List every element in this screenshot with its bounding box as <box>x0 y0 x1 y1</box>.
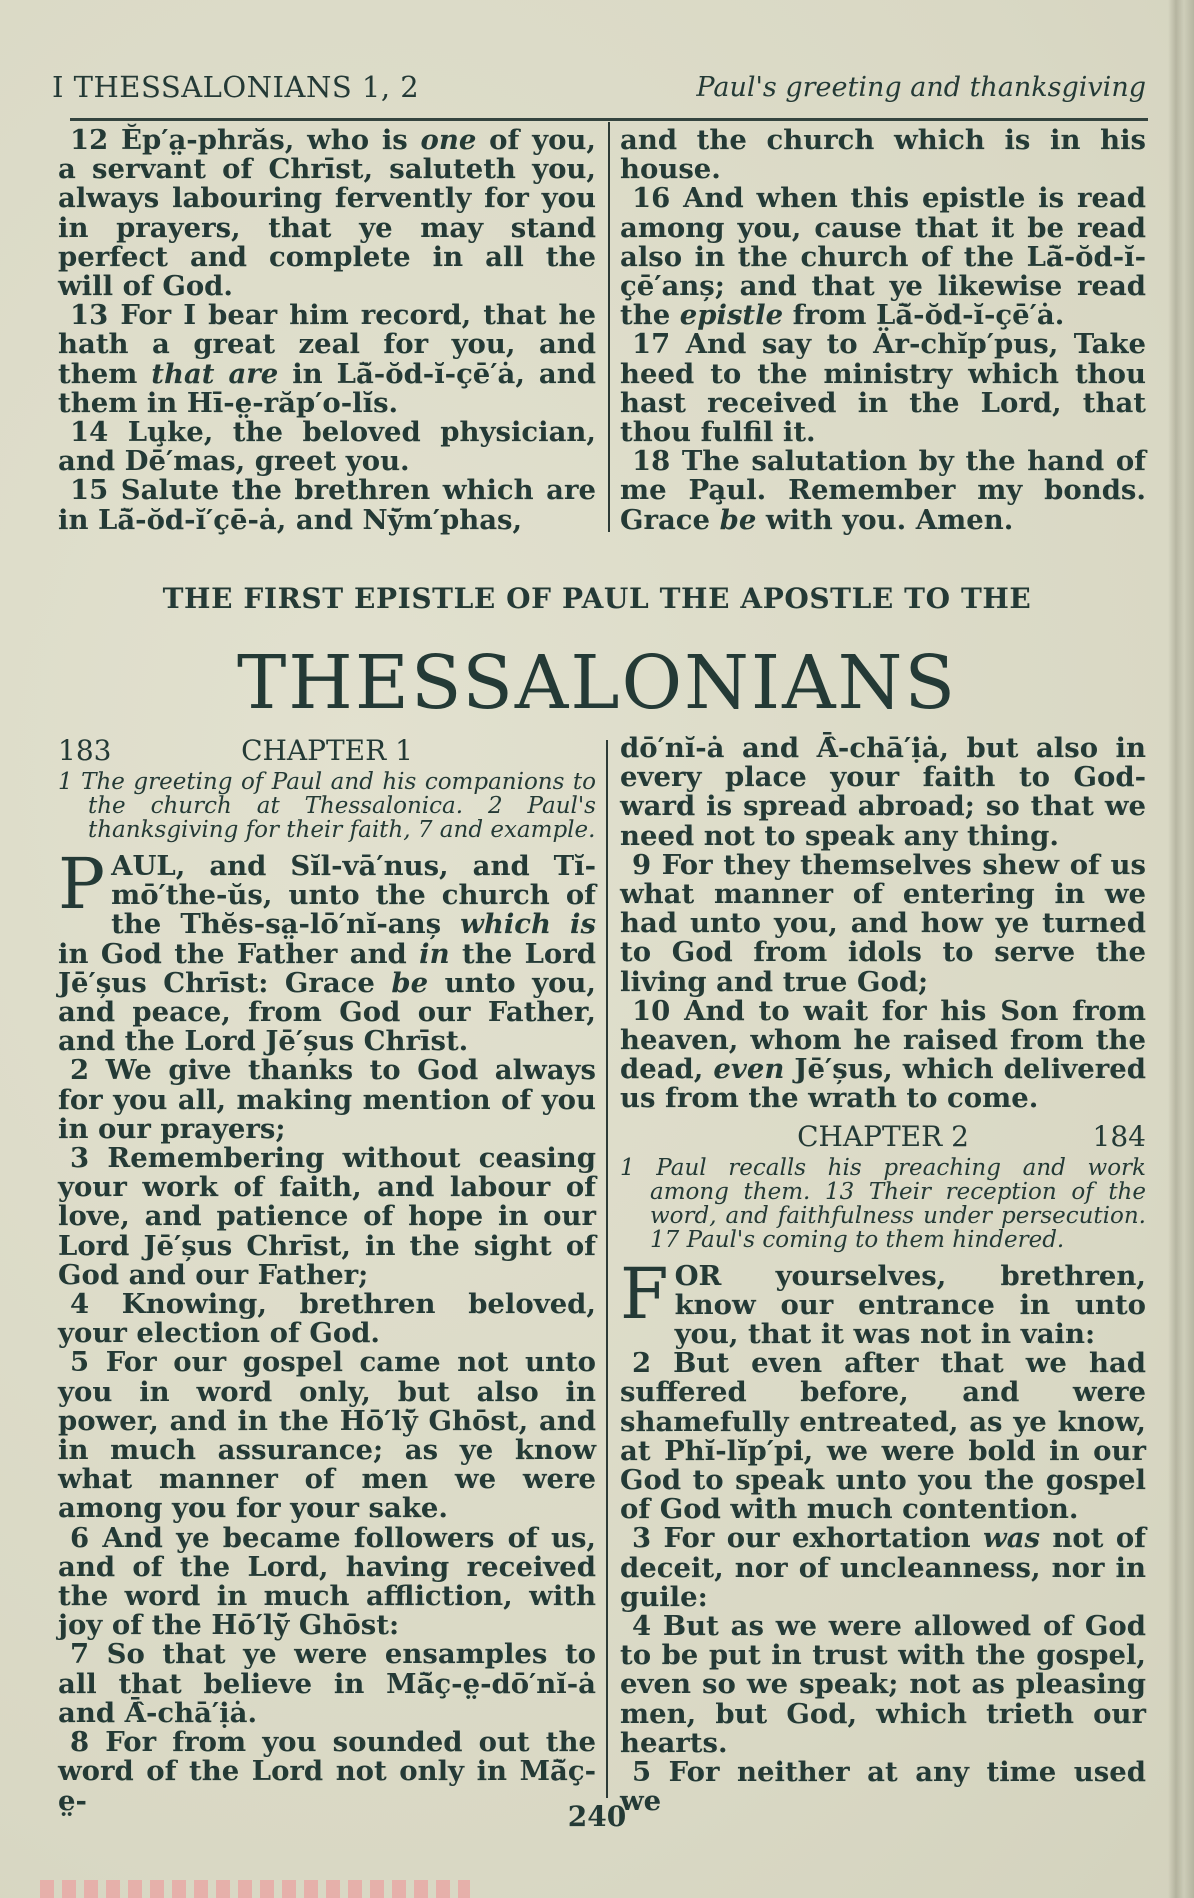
verse: 2 We give thanks to God always for you all, making mention of you in our prayers; <box>58 1054 596 1145</box>
verse: 7 So that ye were ensamples to all that believe in Mā̆ç-e̤-dō′nĭ-ȧ and Ā̂-chā′ịȧ. <box>58 1638 596 1729</box>
chapter-2-summary: 1 Paul recalls his preaching and work among them. 13 Their reception of the word, and faithfulness under persecution. 17 Paul's coming to them hindered. <box>620 1154 1146 1253</box>
chapter-1-summary: 1 The greeting of Paul and his companions to the church at Thessalonica. 2 Paul's thanksgiving for their faith, 7 and example. <box>58 769 596 843</box>
chapter-1-heading <box>58 734 596 768</box>
top-right-column <box>620 126 1146 535</box>
verse: 9 For they themselves shew of us what manner of entering in we had unto you, and how ye turned to God from idols to serve the living and true God; <box>620 848 1146 998</box>
verse: 4 Knowing, brethren beloved, your election of God. <box>58 1288 596 1350</box>
chapter-1-verse-1 <box>58 843 597 1058</box>
verse: 3 Remembering without ceasing your work of faith, and labour of love, and patience of hope in our Lord Jē′șus Chrīst, in the sight of God and our Father; <box>58 1142 596 1291</box>
running-head-book: I THESSALONIANS 1, 2 <box>52 70 420 104</box>
verse: 12 Ĕp′a̤-phrăs, who is one of you, a servant of Chrīst, saluteth you, always labouring fervently for you in prayers, that ye may stand perfect and complete in all the will of God. <box>58 124 596 303</box>
verse: 14 Lu̧ke, the beloved physician, and Dē′mas, greet you. <box>58 416 596 478</box>
chapter-2-verses <box>620 1349 1146 1816</box>
chapter-1-ref-number: 183 <box>58 734 112 767</box>
verse: 3 For our exhortation was not of deceit, nor of uncleanness, nor in guile: <box>620 1522 1146 1613</box>
column-divider-top <box>608 122 610 532</box>
column-divider-bottom <box>606 740 608 1798</box>
chapter-1-verses-right <box>620 848 1146 1115</box>
page-number: 240 <box>567 1800 627 1833</box>
verse: 18 The salutation by the hand of me Pa̧ul. Remember my bonds. Grace be with you. Amen. <box>620 445 1146 536</box>
verse: 5 For our gospel came not unto you in word only, but also in power, and in the Hō′lȳ̆ Ghōst, and in much assurance; as ye know what manner of men we were among you for your sake. <box>58 1346 596 1525</box>
chapter-2-label: CHAPTER 2 <box>797 1119 969 1153</box>
verse: 4 But as we were allowed of God to be put in trust with the gospel, even so we speak; not as pleasing men, but God, which trieth our hearts. <box>620 1610 1146 1759</box>
running-head <box>52 70 1146 110</box>
verse: 17 And say to Är-chĭp′pus, Take heed to the ministry which thou hast received in the Lord, that thou fulfil it. <box>620 328 1146 449</box>
verse-text: OR yourselves, brethren, know our entrance in unto you, that it was not in vain: <box>674 1259 1146 1351</box>
chapter-2-heading <box>620 1120 1146 1154</box>
bottom-right-column <box>620 734 1146 1817</box>
verse-text: AUL, and Sĭl-vā′nus, and Tĭ-mō′the-ŭs, unto the church of the Thĕs-sa̤-lō′nĭ-anș which is in God the Father and in the Lord Jē′șus Chrīst: Grace be unto you, and peace, from God our Father, and the Lord Jē′șus Chrīst. <box>58 850 597 1058</box>
page-stain <box>40 1880 470 1898</box>
header-rule <box>70 118 1148 121</box>
chapter-1-label: CHAPTER 1 <box>241 734 413 767</box>
drop-cap: P <box>58 843 106 925</box>
verse: 16 And when this epistle is read among you, cause that it be read also in the church of the Lā̆-ŏd-ĭ-çē′anș; and that ye likewise read the epistle from Lā̆-ŏd-ĭ-çē′ȧ. <box>620 182 1146 332</box>
verse: 6 And ye became followers of us, and of the Lord, having received the word in much affliction, with joy of the Hō′lȳ̆ Ghōst: <box>58 1521 596 1642</box>
verse: 10 And to wait for his Son from heaven, whom he raised from the dead, even Jē′șus, which delivered us from the wrath to come. <box>620 994 1146 1115</box>
verse: 8 For from you sounded out the word of the Lord not only in Mā̆ç-e̤- <box>58 1726 596 1817</box>
chapter-1-verses-left <box>58 1056 596 1815</box>
chapter-2-verse-1 <box>620 1252 1146 1351</box>
verse: 5 For neither at any time used we <box>620 1756 1146 1818</box>
verse-continuation: and the church which is in his house. <box>620 124 1146 186</box>
verse: 13 For I bear him record, that he hath a great zeal for you, and them that are in Lā̆-ŏd-ĭ-çē′ȧ, and them in Hī-e̤-răp′o-lĭs. <box>58 299 596 419</box>
verse: 2 But even after that we had suffered before, and were shamefully entreated, as ye know, at Phĭ-lĭp′pi, we were bold in our God to speak unto you the gospel of God with much contention. <box>620 1347 1146 1526</box>
verse-continuation: dō′nĭ-ȧ and Ā̂-chā′ịȧ, but also in every place your faith to God-ward is spread abroad; so that we need not to speak any thing. <box>620 732 1146 852</box>
chapter-2-ref-number: 184 <box>1092 1119 1146 1153</box>
running-head-topic: Paul's greeting and thanksgiving <box>696 72 1146 103</box>
book-title: THESSALONIANS <box>236 640 958 726</box>
bottom-left-column <box>58 734 596 1816</box>
epistle-subtitle: THE FIRST EPISTLE OF PAUL THE APOSTLE TO THE <box>162 582 1032 615</box>
verse: 15 Salute the brethren which are in Lā̆-ŏd-ĭ′çē-ȧ, and Nȳ̆m′phas, <box>58 474 596 536</box>
drop-cap: F <box>620 1252 669 1335</box>
top-left-column <box>58 126 596 535</box>
